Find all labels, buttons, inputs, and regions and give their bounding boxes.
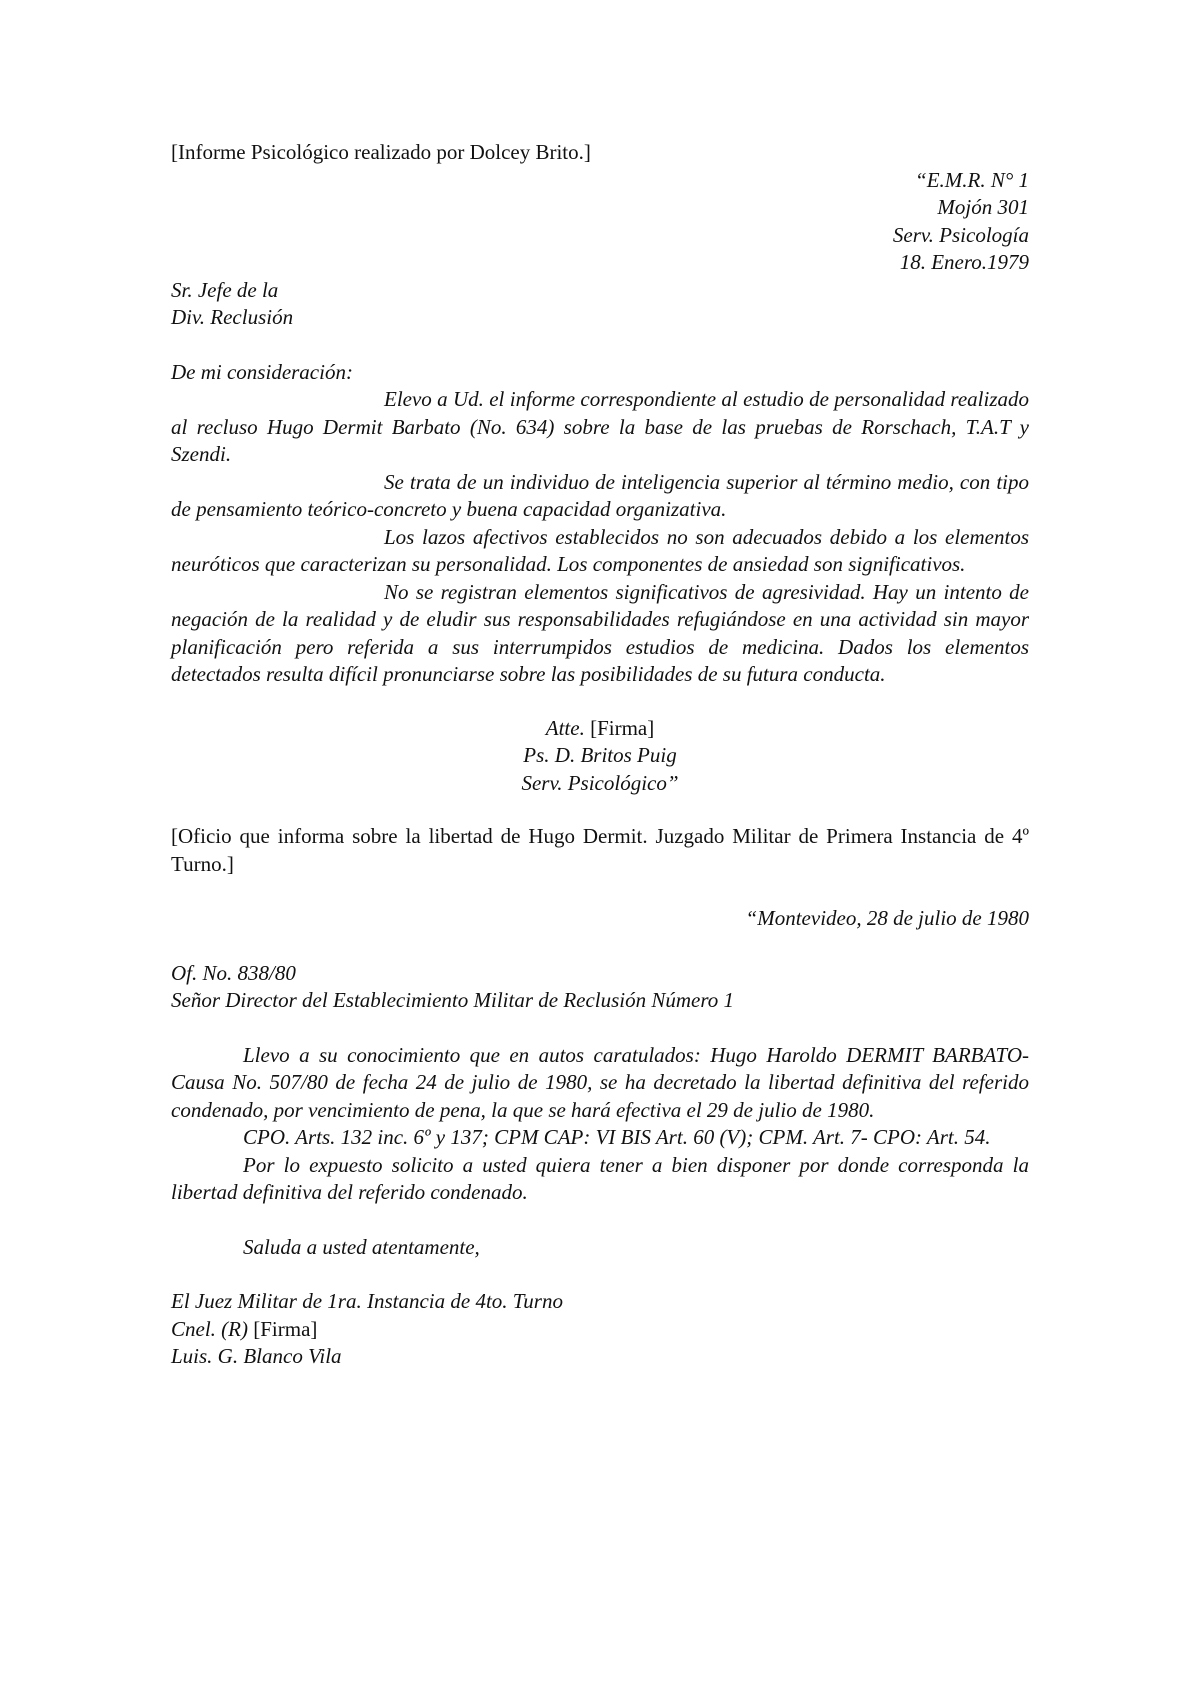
oficio-date-line: “Montevideo, 28 de julio de 1980 bbox=[745, 906, 1029, 930]
document-page bbox=[171, 139, 1029, 1371]
report-paragraph-4: No se registran elementos significativos de agresividad. Hay un intento de negación de la realidad y de eludir sus responsabilidades refugiándose en una actividad sin mayor planificación pero referida a sus interrumpidos estudios de medicina. Dados los elementos detectados resulta difícil pronunciarse sobre las posibilidades de su futura conducta. bbox=[171, 579, 1029, 686]
oficio-signature-block bbox=[171, 1288, 1029, 1371]
oficio-paragraph-1: Llevo a su conocimiento que en autos caratulados: Hugo Haroldo DERMIT BARBATO- Causa No. 507/80 de fecha 24 de julio de 1980, se ha decretado la libertad definitiva del referido condenado, por vencimiento de pena, la que se hará efectiva el 29 de julio de 1980. bbox=[171, 1042, 1029, 1122]
header-line-emr: “E.M.R. N° 1 bbox=[915, 167, 1029, 192]
header-line-address: Mojón 301 bbox=[937, 195, 1029, 219]
oficio-addressee: Señor Director del Establecimiento Militar de Reclusión Número 1 bbox=[171, 988, 735, 1012]
report-paragraph-1: Elevo a Ud. el informe correspondiente al estudio de personalidad realizado al recluso Hugo Dermit Barbato (No. 634) sobre la base de las pruebas de Rorschach, T.A.T y Szendi. bbox=[171, 387, 1029, 466]
signer-title: El Juez Militar de 1ra. Instancia de 4to. Turno bbox=[171, 1289, 563, 1313]
addressee-line-2: Div. Reclusión bbox=[171, 305, 294, 329]
signer-rank: Cnel. (R) bbox=[171, 1316, 248, 1341]
signer-rank-line bbox=[171, 1316, 1029, 1344]
header-line-service: Serv. Psicología bbox=[892, 222, 1029, 247]
signer-signature-note: [Firma] bbox=[253, 1316, 318, 1341]
report-paragraph-2: Se trata de un individuo de inteligencia superior al término medio, con tipo de pensamiento teórico-concreto y buena capacidad organizativa. bbox=[171, 469, 1029, 521]
closing-name: Ps. D. Britos Puig bbox=[523, 743, 677, 767]
closing-signature-note: [Firma] bbox=[590, 715, 655, 740]
report-body bbox=[171, 386, 1029, 689]
oficio-paragraph-3: Por lo expuesto solicito a usted quiera tener a bien disponer por donde corresponda la libertad definitiva del referido condenado. bbox=[171, 1152, 1029, 1204]
report-addressee bbox=[171, 277, 1029, 332]
header-line-date: 18. Enero.1979 bbox=[899, 250, 1029, 274]
closing-atte-line bbox=[171, 715, 1029, 743]
report-closing bbox=[171, 715, 1029, 798]
oficio-heading: [Oficio que informa sobre la libertad de Hugo Dermit. Juzgado Militar de Primera Instancia de 4º Turno.] bbox=[171, 824, 1029, 876]
oficio-reference: Of. No. 838/80 bbox=[171, 960, 296, 985]
oficio-paragraph-2: CPO. Arts. 132 inc. 6º y 137; CPM CAP: VI BIS Art. 60 (V); CPM. Art. 7- CPO: Art. 54. bbox=[243, 1125, 991, 1149]
signer-name: Luis. G. Blanco Vila bbox=[171, 1344, 342, 1368]
closing-atte: Atte. bbox=[545, 715, 585, 740]
report-salutation: De mi consideración: bbox=[171, 359, 353, 384]
report-heading: [Informe Psicológico realizado por Dolcey Brito.] bbox=[171, 140, 591, 164]
oficio-greeting: Saluda a usted atentamente, bbox=[243, 1234, 480, 1259]
report-paragraph-3: Los lazos afectivos establecidos no son adecuados debido a los elementos neuróticos que caracterizan su personalidad. Los componentes de ansiedad son significativos. bbox=[171, 524, 1029, 576]
closing-service: Serv. Psicológico” bbox=[521, 770, 679, 795]
oficio-body bbox=[171, 1042, 1029, 1207]
addressee-line-1: Sr. Jefe de la bbox=[171, 277, 279, 302]
report-header-block bbox=[171, 167, 1029, 277]
